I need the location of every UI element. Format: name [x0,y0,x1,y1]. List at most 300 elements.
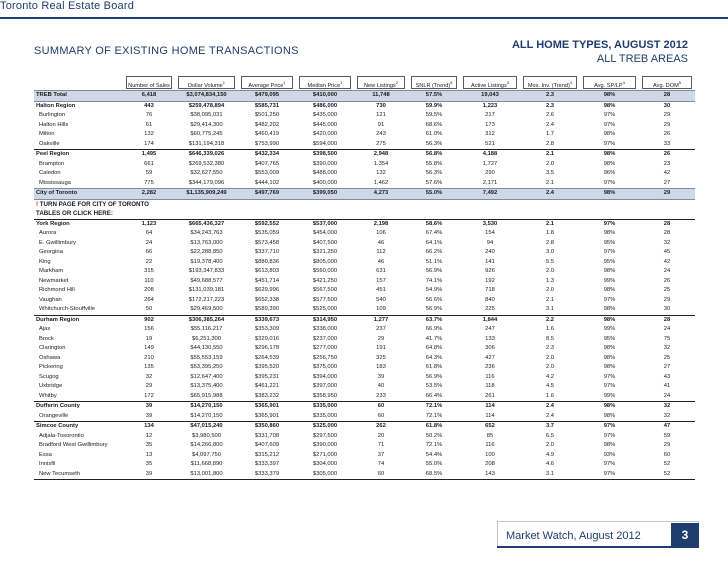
stat-cell: 29 [663,121,671,128]
stat-cell: 43 [663,373,671,380]
stat-cell: 6,418 [123,91,175,102]
stat-cell: 24 [663,392,671,399]
region-row [34,219,695,229]
stat-cell: 718 [485,287,495,293]
area-name: Ajax [39,326,51,332]
area-name: Burlington [39,112,66,118]
toronto-link-note[interactable] [34,199,695,209]
area-name: Whitchurch-Stouffville [39,306,95,312]
stat-cell: 24 [145,239,153,246]
stat-cell: 2.8 [545,140,555,147]
stat-cell: $331,708 [254,432,280,439]
municipality-row [34,239,695,249]
stat-cell: 661 [144,160,154,167]
stat-cell: $11,668,890 [190,461,223,467]
column-header-box [523,76,577,89]
empty-cell [520,199,580,209]
stat-cell: 50 [145,306,153,312]
stat-cell: 98% [603,364,616,370]
stat-cell: 172 [144,392,154,399]
stat-cell: $353,309 [254,326,280,332]
stat-cell: 61.0% [425,131,443,137]
stat-cell: 1,354 [373,160,389,167]
area-name: Oshawa [39,354,61,361]
stat-cell: 3.0 [545,249,555,255]
stat-cell: 208 [485,461,495,467]
stat-cell: 35 [145,461,153,467]
stat-cell: 6.5 [545,432,555,439]
stat-cell: 98% [603,287,616,293]
stat-cell: 98% [603,442,616,448]
stat-cell: 236 [485,364,495,370]
municipality-row [34,111,695,121]
stat-cell: $805,000 [312,258,338,265]
stat-cell: 2.0 [545,268,555,274]
stat-cell: 926 [485,268,495,274]
stat-cell: 42 [663,170,671,176]
stat-cell: 1.6 [545,326,555,332]
stat-cell: 98% [580,150,639,160]
column-header-box [241,76,293,89]
city-row [34,189,695,200]
stat-cell: 183 [376,364,386,370]
stat-cell: 24 [663,268,671,274]
column-header-label: Average Price [248,82,284,89]
stat-cell: 66.9% [425,326,443,332]
stat-cell: $1,135,909,249 [175,189,238,200]
stat-cell: 66.2% [425,249,443,255]
stat-cell: 59.9% [408,101,460,111]
stat-cell: 2,282 [123,189,175,200]
stat-cell: $420,000 [312,131,338,137]
stat-cell: 25 [663,287,671,293]
stat-cell: 2.2 [520,315,580,325]
stat-cell: 97% [603,140,616,147]
municipality-row [34,382,695,392]
stat-cell: 97% [580,470,639,480]
stat-cell: 28 [663,230,671,236]
area-name: TREB Total [34,91,123,102]
stat-cell: 19,043 [460,91,520,102]
area-name: Clarington [39,345,66,351]
municipality-row [34,441,695,451]
municipality-row [34,325,695,335]
stat-cell: 97% [603,432,616,439]
stat-cell: 116 [485,373,495,380]
area-name: Dufferin County [34,402,123,412]
municipality-row [34,470,695,480]
stat-cell: $256,750 [312,354,338,361]
stat-cell: $55,116,217 [190,326,223,332]
stat-cell: 2.3 [520,101,580,111]
stat-cell: 28 [639,315,695,325]
stat-cell: 72.1% [408,402,460,412]
stat-cell: $6,251,300 [191,335,221,342]
stat-cell: 56.8% [408,150,460,160]
stat-cell: 208 [144,287,154,293]
stat-cell: $305,000 [296,470,354,480]
stat-cell: $461,221 [254,383,280,389]
stat-cell: 57.5% [408,91,460,102]
stat-cell: $652,338 [254,296,280,303]
stat-cell: 97% [603,112,616,118]
header-row [34,75,695,91]
stat-cell: $445,000 [312,121,338,128]
stat-cell: $314,950 [296,315,354,325]
stat-cell: 262 [354,422,408,432]
stat-cell: 132 [376,170,386,176]
stat-cell: $365,901 [254,412,280,419]
stat-cell: 22 [145,258,153,265]
stat-cell: 2.0 [545,354,555,361]
stat-cell: 98% [603,160,616,167]
stat-cell: 54.4% [425,451,443,458]
stat-cell: 2.6 [545,112,555,118]
stat-cell: 98% [580,315,639,325]
stat-cell: $131,039,181 [188,287,225,293]
stat-cell: 233 [376,392,386,399]
column-header [296,75,354,91]
stat-cell: $577,500 [312,296,338,303]
stat-cell: 32 [145,373,153,380]
toronto-link-cell[interactable] [34,209,175,219]
stat-cell: $629,996 [254,287,280,293]
area-name: Brock [39,335,54,342]
area-name: Simcoe County [34,422,123,432]
empty-cell [408,209,460,219]
stat-cell: 29 [377,335,385,342]
stat-cell: 41.7% [425,335,443,342]
stat-cell: 1,462 [373,179,389,186]
stat-cell: $306,385,264 [175,315,238,325]
stat-cell: $497,769 [238,189,296,200]
region-row [34,315,695,325]
stat-cell: $753,990 [254,140,280,147]
alert-mark: ! [36,200,39,208]
area-scope: ALL TREB AREAS [596,53,688,65]
area-name: Oakville [39,140,60,147]
stat-cell: 312 [485,131,495,137]
empty-cell [580,199,639,209]
stat-cell: 95% [603,335,616,342]
area-name: Markham [39,268,64,274]
stat-cell: $451,714 [254,277,280,284]
stat-cell: $44,130,550 [190,345,223,351]
stat-cell: 71 [377,442,385,448]
stat-cell: $535,059 [254,230,280,236]
municipality-row [34,258,695,268]
column-header-footnote: 8 [450,80,453,85]
stat-cell: 521 [485,140,495,147]
municipality-row [34,354,695,364]
stat-cell: 66 [145,249,153,255]
table-body [34,75,695,480]
stat-cell: 840 [485,296,495,303]
stat-cell: 3.1 [520,470,580,480]
stat-cell: 116 [485,442,495,448]
stat-cell: $65,915,988 [190,392,223,399]
stat-cell: $32,627,550 [190,170,223,176]
footer-bar [497,546,699,548]
stat-cell: 98% [603,230,616,236]
municipality-row [34,432,695,442]
stat-cell: 2.3 [545,345,555,351]
stat-cell: 29 [639,189,695,200]
stat-cell: 149 [144,345,154,351]
empty-cell [238,199,296,209]
stat-cell: 64.3% [425,354,443,361]
stat-cell: $339,673 [238,315,296,325]
stat-cell: 52 [663,461,671,467]
stat-cell: 57.6% [425,179,443,186]
stat-cell: 7,492 [460,189,520,200]
stat-cell: $259,478,894 [175,101,238,111]
stat-cell: 53.5% [425,383,443,389]
stat-cell: 32 [663,239,671,246]
stat-cell: 427 [485,354,495,361]
stat-cell: $395,520 [254,364,280,370]
stat-cell: 4.6 [545,461,555,467]
stat-cell: $501,250 [254,112,280,118]
stat-cell: $296,178 [254,345,280,351]
stat-cell: 173 [485,121,495,128]
stat-cell: 13 [145,451,153,458]
stat-cell: 74.1% [425,277,443,284]
stat-cell: 27 [663,364,671,370]
empty-cell [520,209,580,219]
column-header-label: Mos. Inv. (Trend) [527,82,570,89]
stat-cell: 30 [663,306,671,312]
column-header-label: Dollar Volume [187,82,223,89]
stat-cell: 118 [485,383,495,389]
stat-cell: $460,419 [254,131,280,137]
stat-cell: 95% [603,258,616,265]
stat-cell: 61 [145,121,153,128]
stat-cell: 99% [603,392,616,399]
stat-cell: $12,647,400 [190,373,223,380]
column-header [460,75,520,91]
region-row [34,150,695,160]
empty-cell [296,209,354,219]
stat-cell: 55.8% [425,160,443,167]
toronto-link-note-line2[interactable] [34,209,695,219]
stat-cell: 4.5 [545,383,555,389]
region-row [34,402,695,412]
toronto-link-text[interactable]: TABLES OR CLICK HERE: [36,210,113,217]
stat-cell: $47,015,240 [175,422,238,432]
stat-cell: 64 [145,230,153,236]
stat-cell: 157 [376,277,386,284]
stat-cell: $38,095,031 [190,112,223,118]
stat-cell: $22,288,850 [190,249,223,255]
stat-cell: $613,803 [254,268,280,274]
stat-cell: 121 [376,112,386,118]
stat-cell: 191 [376,345,386,351]
municipality-row [34,460,695,470]
stat-cell: $13,001,800 [175,470,238,480]
column-header-footnote: 1 [222,80,226,85]
stat-cell: 37 [377,451,385,458]
stat-cell: 28 [639,219,695,229]
stat-cell: 45 [663,249,671,255]
stat-cell: $304,000 [312,461,338,467]
area-name: Mississauga [39,179,71,186]
publication-label: Market Watch, August 2012 [506,530,641,542]
stat-cell: 29 [663,296,671,303]
column-header-footnote: 4 [569,80,573,85]
stat-cell: 55.0% [425,461,443,467]
column-header [580,75,639,91]
area-name: Pickering [39,364,63,370]
stat-cell: 109 [376,306,386,312]
stat-cell: 443 [123,101,175,111]
stat-cell: 1.6 [545,392,555,399]
stat-cell: $646,339,026 [175,150,238,160]
stat-cell: $421,250 [312,277,338,284]
stat-cell: 64.1% [425,239,443,246]
stat-cell: 64.8% [425,345,443,351]
stat-cell: $335,000 [296,402,354,412]
area-name: Adjala-Tosorontio [39,432,84,439]
stat-cell: 68.6% [425,121,443,128]
area-name: New Tecumseth [34,470,123,480]
stat-cell: 97% [603,461,616,467]
column-header-label: Median Price [307,82,341,89]
municipality-row [34,140,695,150]
stat-cell: 59.5% [425,112,443,118]
stat-cell: 631 [376,268,386,274]
area-name: Richmond Hill [39,287,75,293]
stat-cell: 12 [145,432,153,439]
stat-cell: $55,553,159 [190,354,223,361]
stat-cell: 225 [485,306,495,312]
area-name: City of Toronto [34,189,123,200]
stat-cell: 451 [376,287,386,293]
stat-cell: 54.9% [425,287,443,293]
stat-cell: 114 [485,412,495,419]
stat-cell: 2,171 [482,179,498,186]
stat-cell: 40 [377,383,385,389]
stat-cell: $390,000 [312,160,338,167]
stat-cell: 61.8% [408,422,460,432]
stat-cell: 19 [145,335,153,342]
stat-cell: $34,243,763 [190,230,223,236]
stat-cell: $321,250 [312,249,338,255]
municipality-row [34,451,695,461]
toronto-link-text[interactable]: TURN PAGE FOR CITY OF TORONTO [38,200,149,208]
stat-cell: $567,500 [312,287,338,293]
column-header-label: Active Listings [471,82,507,89]
stat-cell: 775 [144,179,154,186]
column-header-footnote: 4 [622,80,625,85]
stat-cell: 29 [663,112,671,118]
stat-cell: 47 [639,422,695,432]
area-name: Peel Region [34,150,123,160]
municipality-row [34,373,695,383]
stat-cell: 25 [663,354,671,361]
stat-cell: 39 [145,412,153,419]
stat-cell: 5.5 [545,258,555,265]
stat-cell: $398,500 [296,150,354,160]
municipality-row [34,286,695,296]
municipality-row [34,229,695,239]
stat-cell: $19,378,400 [190,258,223,265]
stat-cell: 4,188 [460,150,520,160]
stat-cell: $4,097,750 [191,451,221,458]
empty-cell [175,209,238,219]
column-header-box [463,76,517,89]
stat-cell: 59 [663,432,671,439]
stat-cell: $315,212 [254,451,280,458]
municipality-row [34,363,695,373]
municipality-row [34,179,695,189]
stat-cell: 94 [486,239,494,246]
stat-cell: 51.1% [425,258,443,265]
stat-cell: 1,727 [482,160,498,167]
municipality-row [34,344,695,354]
stat-cell: $14,270,150 [190,412,223,419]
stat-cell: 98% [580,91,639,102]
stat-cell: 1,277 [354,315,408,325]
stat-cell: 2.3 [520,91,580,102]
stat-cell: 52 [639,470,695,480]
stat-cell: $537,000 [296,219,354,229]
stat-cell: 315 [144,268,154,274]
region-row [34,422,695,432]
stat-cell: 72.1% [425,412,443,419]
stat-cell: $594,000 [312,140,338,147]
municipality-row [34,130,695,140]
municipality-row [34,169,695,179]
area-name: York Region [34,219,123,229]
stat-cell: 60 [354,470,408,480]
stat-cell: 63.7% [408,315,460,325]
stat-cell: 98% [603,412,616,419]
toronto-link-cell[interactable] [34,199,175,209]
stat-cell: 56.3% [425,140,443,147]
stat-cell: 26 [663,131,671,137]
column-header-footnote: 3 [506,80,509,85]
stat-cell: 2.4 [545,121,555,128]
stat-cell: 68.5% [408,470,460,480]
municipality-row [34,392,695,402]
stat-cell: $29,469,500 [190,306,223,312]
empty-cell [175,199,238,209]
empty-cell [460,209,520,219]
stat-cell: 60 [663,451,671,458]
stat-cell: $329,016 [254,335,280,342]
empty-cell [354,199,408,209]
stat-cell: $435,000 [312,112,338,118]
column-header-box [411,76,457,89]
municipality-row [34,121,695,131]
stat-cell: 1.8 [545,230,555,236]
stat-cell: $325,000 [296,422,354,432]
stat-cell: 41 [663,383,671,389]
stat-cell: 2.8 [545,239,555,246]
area-name: Durham Region [34,315,123,325]
column-header [354,75,408,91]
stat-cell: 4,273 [354,189,408,200]
column-header-label: Avg. DOM [653,82,679,89]
page-number: 3 [671,523,699,548]
stat-cell: 1.3 [545,277,555,284]
municipality-row [34,296,695,306]
stat-cell: 35 [145,442,153,448]
board-title: Toronto Real Estate Board [0,0,135,12]
stat-cell: 4.9 [545,451,555,458]
stat-cell: 60 [354,402,408,412]
